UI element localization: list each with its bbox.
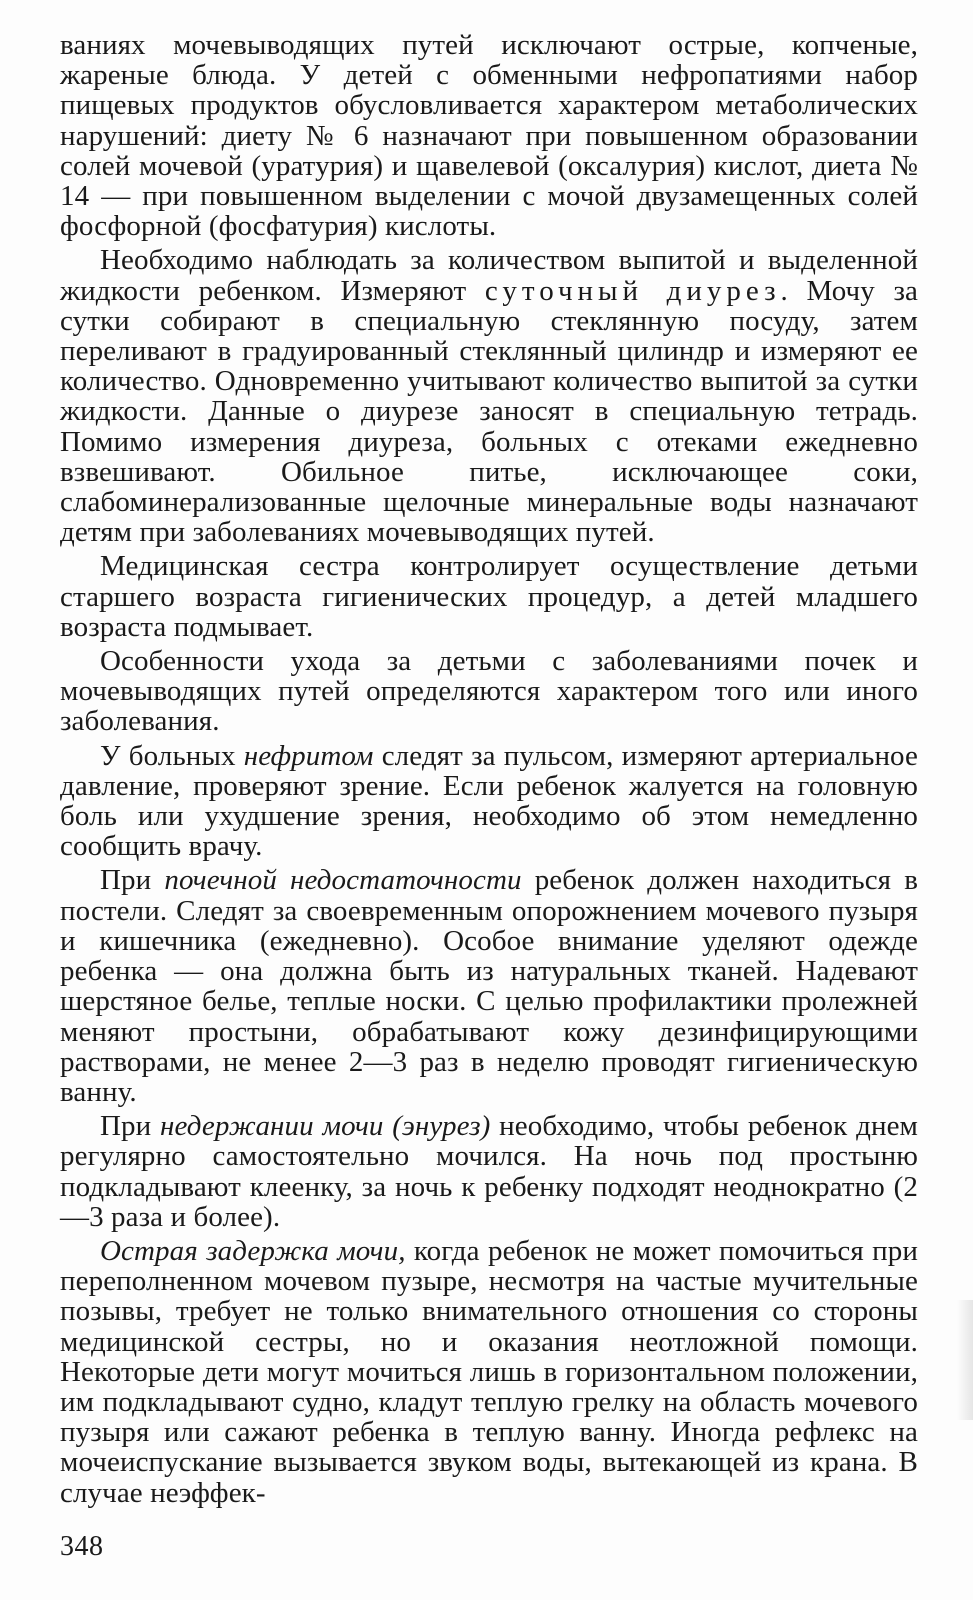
spaced-term: суточный диурез (484, 274, 781, 307)
text-run: ребенок должен находиться в постели. Следят за своевременным опорожнением мочевого пузыря и кишечника (ежедневно). Особое внимание уделяют одежде ребенка — она должна быть из натуральных тканей. Надевают шерстяное белье, теплые носки. С целью профилактики пролежней меняют простыни, обрабатывают кожу дезинфицирующими растворами, не менее 2—3 раз в неделю проводят гигиеническую ванну. (60, 864, 918, 1108)
paragraph (60, 1236, 918, 1508)
text-run: При (100, 864, 165, 897)
text-run: ваниях мочевыводящих путей исключают острые, копченые, жареные блюда. У детей с обменными нефропатиями набор пищевых продуктов обусловливается характером метаболических нарушений: диету № 6 назначают при повышенном образовании солей мочевой (уратурия) и щавелевой (оксалурия) кислот, диета № 14 — при повышенном выделении с мочой двузамещенных солей фосфорной (фосфатурия) кислоты. (60, 29, 918, 243)
paragraph (60, 245, 918, 547)
page-number: 348 (60, 1531, 104, 1562)
paragraph (60, 741, 918, 862)
text-run: Медицинская сестра контролирует осуществление детьми старшего возраста гигиенических процедур, а детей младшего возраста подмывает. (60, 550, 918, 643)
text-run: Особенности ухода за детьми с заболеваниями почек и мочевыводящих путей определяются характером того или иного заболевания. (60, 645, 918, 738)
body-text (60, 30, 918, 1512)
page-edge-shadow (957, 1300, 973, 1420)
text-run: При (100, 1110, 161, 1143)
paragraph (60, 551, 918, 642)
text-run: когда ребенок не может помочиться при переполненном мочевом пузыре, несмотря на частые мучительные позывы, требует не только внимательного отношения со стороны медицинской сестры, но и оказания неотложной помощи. Некоторые дети могут мочиться лишь в горизонтальном положении, им подкладывают судно, кладут теплую грелку на область мочевого пузыря или сажают ребенка в теплую ванну. Иногда рефлекс на мочеиспускание вызывается звуком воды, вытекающей из крана. В случае неэффек- (60, 1234, 918, 1509)
paragraph (60, 646, 918, 737)
emphasized-term: почечной недостаточности (164, 864, 522, 897)
emphasized-term: нефритом (243, 739, 374, 772)
text-run: необходимо, чтобы ребенок днем регулярно самостоятельно мочился. На ночь под простыню подкладывают клеенку, за ночь к ребенку подходят неоднократно (2—3 раза и более). (60, 1110, 918, 1233)
text-run: следят за пульсом, измеряют артериальное давление, проверяют зрение. Если ребенок жалуется на головную боль или ухудшение зрения, необходимо об этом немедленно сообщить врачу. (60, 739, 918, 863)
emphasized-term: недержании мочи (энурез) (160, 1110, 491, 1143)
text-run: Необходимо наблюдать за количеством выпитой и выделенной жидкости ребенком. Измеряют (60, 244, 918, 307)
emphasized-term: Острая задержка мочи, (100, 1234, 406, 1267)
paragraph (60, 1111, 918, 1232)
text-run: У больных (100, 739, 244, 772)
paragraph (60, 865, 918, 1107)
text-run: . Мочу за сутки собирают в специальную стеклянную посуду, затем переливают в градуированный стеклянный цилиндр и измеряют ее количество. Одновременно учитывают количество выпитой за сутки жидкости. Данные о диурезе заносят в специальную тетрадь. Помимо измерения диуреза, больных с отеками ежедневно взвешивают. Обильное питье, исключающее соки, слабоминерализованные щелочные минеральные воды назначают детям при заболеваниях мочевыводящих путей. (60, 274, 918, 549)
paragraph (60, 30, 918, 241)
